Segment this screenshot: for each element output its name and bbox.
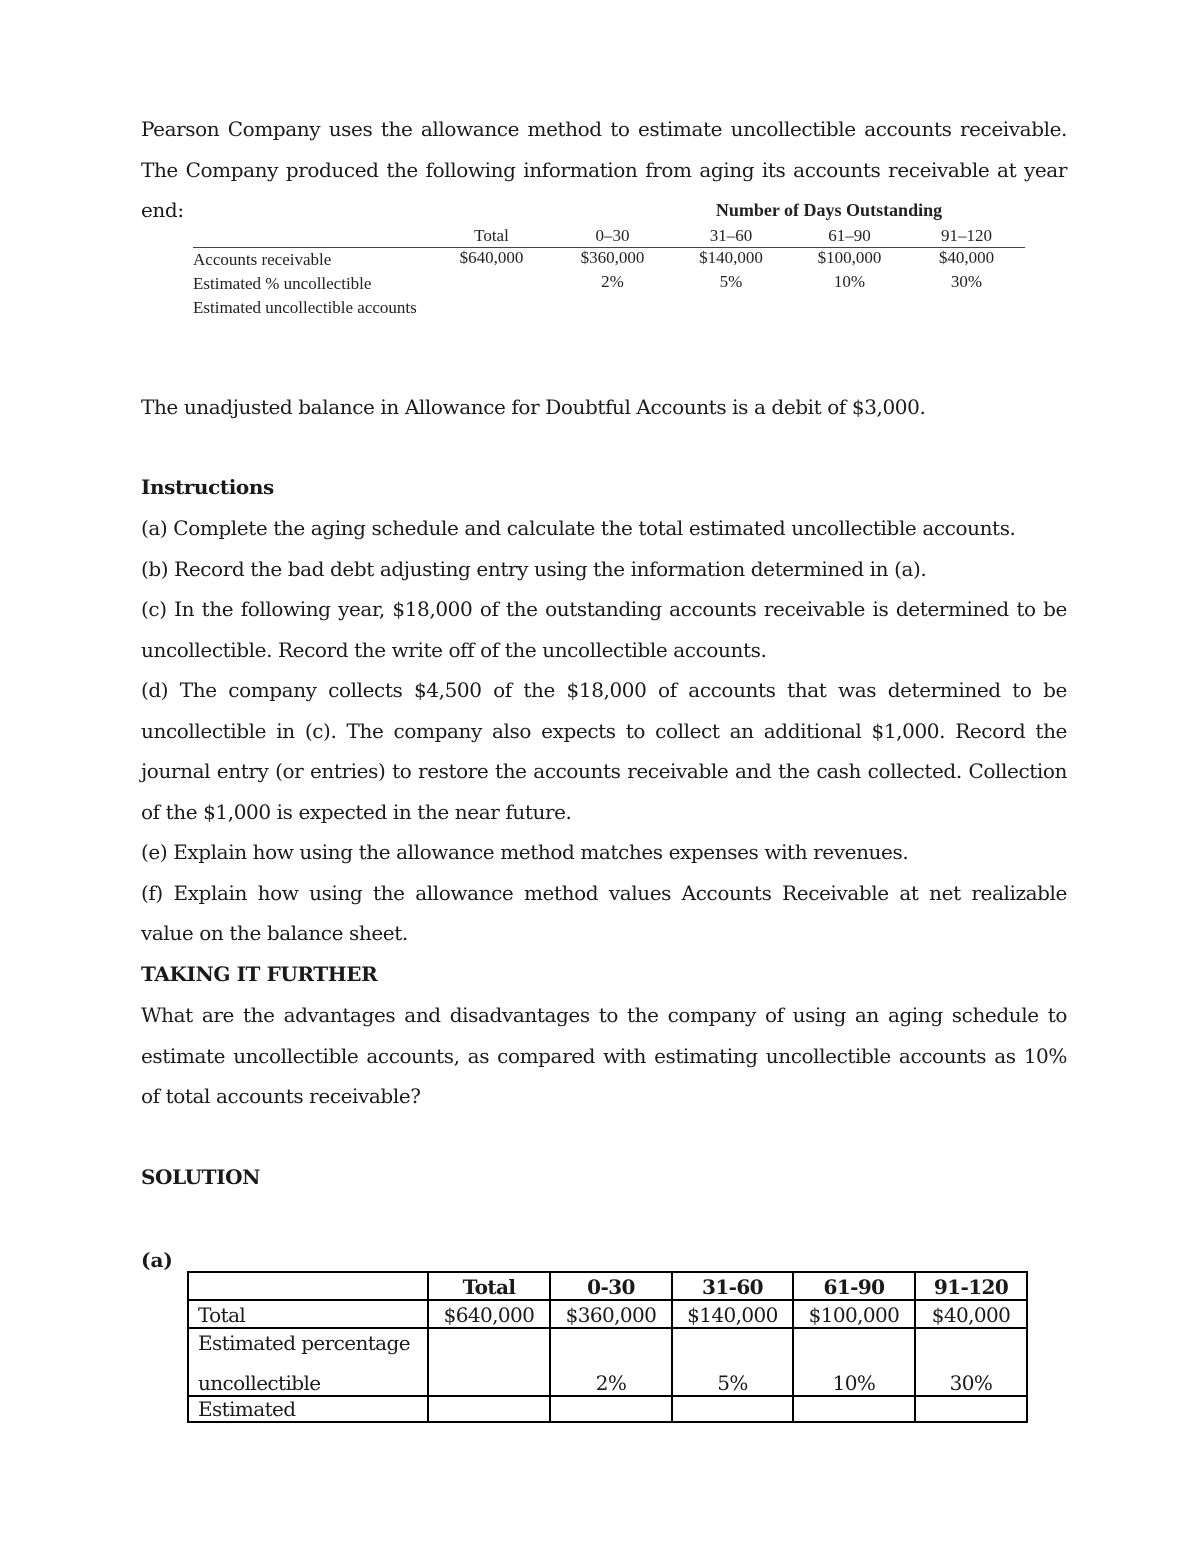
solution-header-blank <box>188 1272 428 1300</box>
book-col-0-30: 0–30 <box>554 226 671 248</box>
cell: 30% <box>915 1328 1027 1396</box>
book-header-row <box>193 226 1025 248</box>
solution-col-31-60: 31-60 <box>672 1272 793 1300</box>
solution-row-estimated-percentage <box>188 1328 1027 1396</box>
cell <box>908 296 1025 320</box>
row-label: Accounts receivable <box>193 250 332 269</box>
cell: 10% <box>833 272 866 291</box>
book-row-estimated-uncollectible <box>193 296 1025 320</box>
cell: $640,000 <box>428 1300 550 1328</box>
cell <box>554 296 671 320</box>
cell: 5% <box>672 1328 793 1396</box>
book-col-91-120: 91–120 <box>908 226 1025 248</box>
solution-col-0-30: 0-30 <box>550 1272 672 1300</box>
intro-paragraph: Pearson Company uses the allowance method to estimate uncollectible accounts receivable. The Company produced the following information from aging its accounts receivable at year end: <box>141 117 1067 222</box>
cell: $100,000 <box>793 1300 915 1328</box>
cell <box>429 296 554 320</box>
cell: 2% <box>601 272 624 291</box>
book-row-accounts-receivable <box>193 248 1025 273</box>
instruction-c: (c) In the following year, $18,000 of the outstanding accounts receivable is determined to be uncollectible. Record the write off of the uncollectible accounts. <box>141 597 1067 662</box>
cell: $140,000 <box>699 248 763 267</box>
book-row-estimated-percent <box>193 272 1025 296</box>
instruction-b: (b) Record the bad debt adjusting entry using the information determined in (a). <box>141 556 927 581</box>
cell <box>550 1396 672 1422</box>
solution-col-total: Total <box>428 1272 550 1300</box>
cell: 5% <box>719 272 743 291</box>
taking-further-text: What are the advantages and disadvantages to the company of using an aging schedule to estimate uncollectible accounts, as compared with estimating uncollectible accounts as 10% of total accounts receivable? <box>141 1003 1067 1108</box>
row-label: Estimated uncollectible accounts <box>193 298 417 317</box>
row-label: Estimated % uncollectible <box>193 274 372 293</box>
solution-row-total <box>188 1300 1027 1328</box>
row-label: Total <box>188 1300 428 1328</box>
taking-further-heading: TAKING IT FURTHER <box>141 962 378 986</box>
cell <box>429 272 554 296</box>
cell: $140,000 <box>672 1300 793 1328</box>
instruction-d: (d) The company collects $4,500 of the $18,000 of accounts that was determined to be uncollectible in (c). The company also expects to collect an additional $1,000. Record the journal entry (or entries) to restore the accounts receivable and the cash collected. Collection of the $1,000 is expected in the near future. <box>141 678 1067 824</box>
solution-col-91-120: 91-120 <box>915 1272 1027 1300</box>
solution-row-estimated <box>188 1396 1027 1422</box>
cell: $100,000 <box>817 248 882 267</box>
instruction-a: (a) Complete the aging schedule and calculate the total estimated uncollectible accounts. <box>141 516 1016 540</box>
cell: $40,000 <box>915 1300 1027 1328</box>
solution-col-61-90: 61-90 <box>793 1272 915 1300</box>
cell <box>791 296 908 320</box>
instructions-list <box>141 508 1067 954</box>
solution-table <box>187 1271 1028 1423</box>
instruction-f: (f) Explain how using the allowance method values Accounts Receivable at net realizable value on the balance sheet. <box>141 880 1067 945</box>
row-label-line2: uncollectible <box>198 1371 321 1395</box>
group-header: Number of Days Outstanding <box>715 200 943 220</box>
unadjusted-balance: The unadjusted balance in Allowance for Doubtful Accounts is a debit of $3,000. <box>141 395 926 419</box>
instruction-e: (e) Explain how using the allowance method matches expenses with revenues. <box>141 840 909 864</box>
book-table-grid <box>193 226 1025 320</box>
book-col-61-90: 61–90 <box>791 226 908 248</box>
cell <box>428 1396 550 1422</box>
cell <box>915 1396 1027 1422</box>
row-label-line1: Estimated percentage <box>198 1331 410 1355</box>
cell: $360,000 <box>550 1300 672 1328</box>
book-col-total: Total <box>429 226 554 248</box>
cell <box>793 1396 915 1422</box>
cell: $640,000 <box>459 248 524 267</box>
cell: $40,000 <box>938 248 995 267</box>
row-label: Estimated <box>188 1396 428 1422</box>
book-header-blank <box>193 226 429 248</box>
part-a-label: (a) <box>141 1248 173 1272</box>
cell <box>672 1396 793 1422</box>
row-label <box>188 1328 428 1396</box>
cell: 2% <box>550 1328 672 1396</box>
cell: $360,000 <box>580 248 645 267</box>
solution-header-row <box>188 1272 1027 1300</box>
cell: 30% <box>950 272 983 291</box>
cell: 10% <box>793 1328 915 1396</box>
book-col-31-60: 31–60 <box>671 226 791 248</box>
solution-heading: SOLUTION <box>141 1165 261 1189</box>
cell <box>428 1328 550 1396</box>
cell <box>671 296 791 320</box>
instructions-heading: Instructions <box>141 475 274 499</box>
